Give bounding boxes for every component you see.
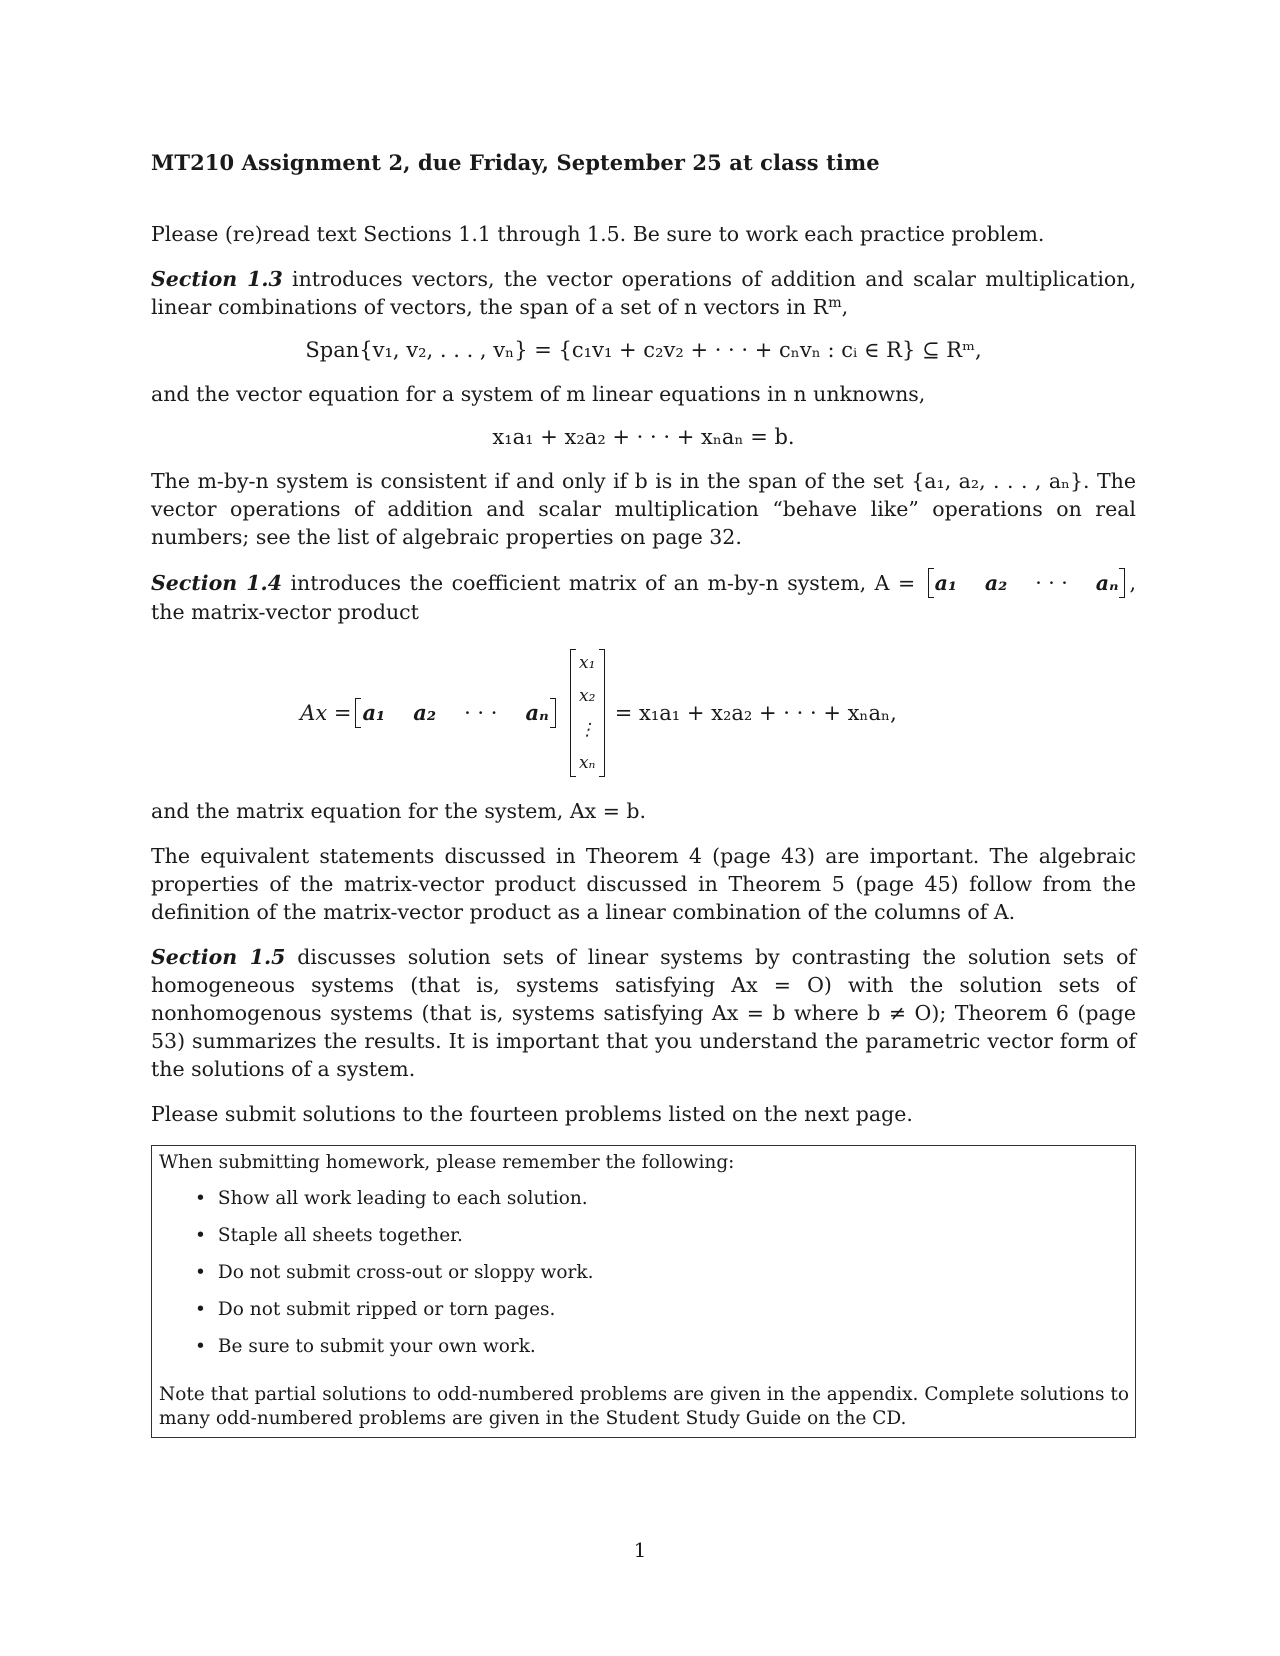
theorem-paragraph: The equivalent statements discussed in Theorem 4 (page 43) are important. The algebraic properties of the matrix-vector product discussed in Theorem 5 (page 45) follow from the definition of the matrix-vector product as a linear combination of the columns of A. <box>151 844 1136 924</box>
submit-paragraph: Please submit solutions to the fourteen problems listed on the next page. <box>151 1102 913 1126</box>
matrix-entry: a₂ <box>984 571 1008 595</box>
section-1-5-paragraph <box>151 943 1136 1083</box>
matrix-vector-product-equation <box>61 643 1136 783</box>
matrix-entry: · · · <box>1035 571 1068 595</box>
section-1-4-label: Section 1.4 <box>151 571 282 595</box>
list-item: • Do not submit ripped or torn pages. <box>195 1291 1129 1328</box>
section-1-3-paragraph <box>151 265 1136 321</box>
section-1-4-text-end: , the matrix-vector product <box>151 571 1136 624</box>
matrix-entry: aₙ <box>525 700 549 725</box>
section-1-3-label: Section 1.3 <box>151 267 283 291</box>
section-1-3-text: introduces vectors, the vector operations of addition and scalar multiplication, linear combinations of vectors, the span of a set of n vectors in R <box>151 267 1136 319</box>
matrix-entry: a₁ <box>362 700 386 725</box>
vector-equation: x₁a₁ + x₂a₂ + · · · + xₙaₙ = b. <box>492 425 795 449</box>
section-1-4-paragraph <box>151 568 1136 626</box>
matrix-equation-paragraph: and the matrix equation for the system, Ax = b. <box>151 799 647 823</box>
matrix-entry: · · · <box>464 701 498 725</box>
section-1-3-sup: m <box>828 294 842 311</box>
page-title: MT210 Assignment 2, due Friday, September 25 at class time <box>151 150 880 175</box>
vector-entry: xₙ <box>578 752 596 773</box>
column-vector-x <box>570 649 605 777</box>
list-item: • Staple all sheets together. <box>195 1217 1129 1254</box>
vector-entry: x₂ <box>579 686 596 707</box>
span-equation: Span{v₁, v₂, . . . , vₙ} = {c₁v₁ + c₂v₂ + · · · + cₙvₙ : cᵢ ∈ R} ⊆ Rᵐ, <box>305 338 982 362</box>
document-page <box>151 150 1136 1438</box>
product-lhs: Ax = <box>300 701 352 725</box>
list-item: • Show all work leading to each solution. <box>195 1180 1129 1217</box>
page-number: 1 <box>633 1538 647 1562</box>
section-1-3-text-end: , <box>841 295 849 319</box>
vector-equation-intro: and the vector equation for a system of m linear equations in n unknowns, <box>151 382 926 406</box>
intro-paragraph: Please (re)read text Sections 1.1 through 1.5. Be sure to work each practice problem. <box>151 222 1045 246</box>
section-1-4-text: introduces the coefficient matrix of an m-by-n system, A = <box>281 571 924 595</box>
section-1-5-text: discusses solution sets of linear systems by contrasting the solution sets of homogeneous systems (that is, systems satisfying Ax = O) with the solution sets of nonhomogenous systems (that is, systems satisfying Ax = b where b ≠ O); Theorem 6 (page 53) summarizes the results. It is important that you understand the parametric vector form of the solutions of a system. <box>151 945 1137 1081</box>
reminder-intro: When submitting homework, please remember the following: <box>159 1152 735 1173</box>
vector-entry: ⋮ <box>578 719 596 740</box>
matrix-entry: aₙ <box>1095 571 1119 595</box>
section-1-5-label: Section 1.5 <box>151 945 286 969</box>
product-rhs: = x₁a₁ + x₂a₂ + · · · + xₙaₙ, <box>614 701 897 725</box>
coefficient-matrix <box>928 568 1126 598</box>
matrix-entry: a₂ <box>413 700 437 725</box>
list-item: • Do not submit cross-out or sloppy work. <box>195 1254 1129 1291</box>
consistency-paragraph: The m-by-n system is consistent if and only if b is in the span of the set {a₁, a₂, . . . , aₙ}. The vector operations of addition and scalar multiplication “behave like” operations on real numbers; see the list of algebraic properties on page 32. <box>151 469 1136 549</box>
product-matrix <box>355 698 555 728</box>
vector-entry: x₁ <box>579 653 596 673</box>
matrix-entry: a₁ <box>934 571 957 595</box>
list-item: • Be sure to submit your own work. <box>195 1328 1129 1365</box>
reminder-note: Note that partial solutions to odd-numbered problems are given in the appendix. Complete solutions to many odd-numbered problems are given in the Student Study Guide on the CD. <box>159 1384 1129 1429</box>
reminder-box <box>151 1145 1136 1438</box>
reminder-list <box>195 1180 1129 1365</box>
